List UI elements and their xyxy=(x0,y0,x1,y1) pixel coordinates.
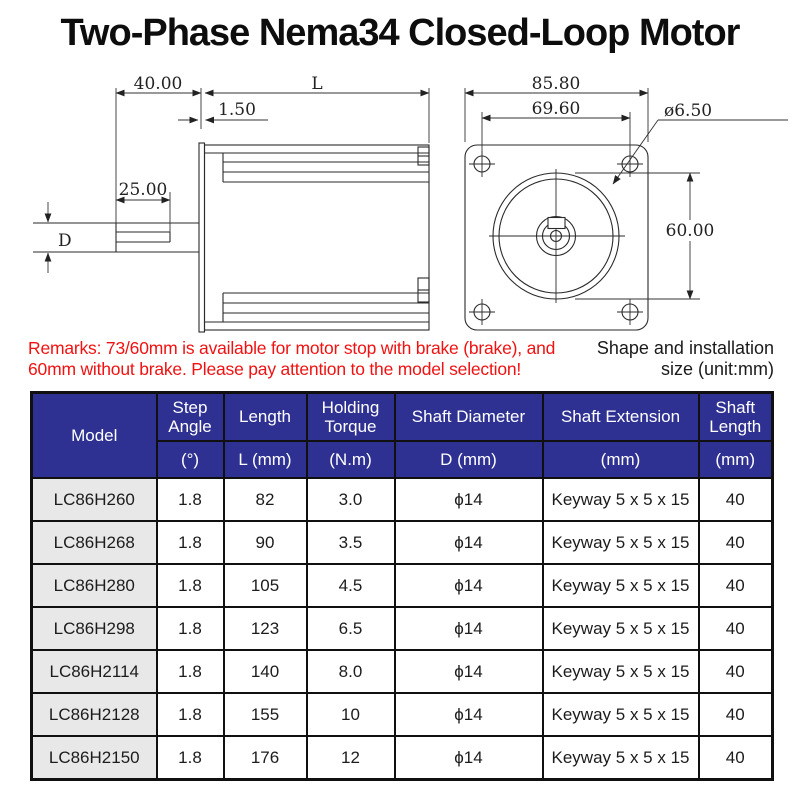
spec-cell: Keyway 5 x 5 x 15 xyxy=(543,693,699,736)
table-row xyxy=(32,478,773,521)
table-row xyxy=(32,521,773,564)
spec-cell: 40 xyxy=(699,693,773,736)
dim-label-keyway-length: 25.00 xyxy=(118,180,168,200)
dim-label-shaft-length: 40.00 xyxy=(133,74,183,94)
page-title: Two-Phase Nema34 Closed-Loop Motor xyxy=(60,12,740,54)
table-row xyxy=(32,564,773,607)
spec-cell: ϕ14 xyxy=(395,736,543,780)
spec-cell: Keyway 5 x 5 x 15 xyxy=(543,521,699,564)
col-header-holding-torque: Holding Torque xyxy=(307,393,395,442)
table-row xyxy=(32,650,773,693)
spec-table-header xyxy=(32,393,773,479)
model-cell: LC86H268 xyxy=(32,521,157,564)
col-header-shaft-diameter: Shaft Diameter xyxy=(395,393,543,442)
spec-cell: 155 xyxy=(224,693,307,736)
spec-cell: 140 xyxy=(224,650,307,693)
model-cell: LC86H2114 xyxy=(32,650,157,693)
caption-line-2: size (unit:mm) xyxy=(660,359,774,379)
col-unit-shaft-diameter: D (mm) xyxy=(395,441,543,478)
col-unit-holding-torque: (N.m) xyxy=(307,441,395,478)
spec-cell: 1.8 xyxy=(157,693,224,736)
drawing-caption xyxy=(574,338,774,380)
dim-label-boss-diameter: 60.00 xyxy=(665,221,715,241)
spec-cell: 1.8 xyxy=(157,736,224,780)
spec-cell: 4.5 xyxy=(307,564,395,607)
col-unit-step-angle: (°) xyxy=(157,441,224,478)
spec-table xyxy=(30,391,774,781)
remarks-line-1: Remarks: 73/60mm is available for motor stop with brake (brake), and xyxy=(28,338,556,358)
col-unit-shaft-length: (mm) xyxy=(699,441,773,478)
dim-label-flange-width: 85.80 xyxy=(531,74,581,94)
col-header-model: Model xyxy=(32,393,157,479)
spec-cell: Keyway 5 x 5 x 15 xyxy=(543,478,699,521)
col-unit-length: L (mm) xyxy=(224,441,307,478)
spec-cell: 90 xyxy=(224,521,307,564)
spec-cell: 12 xyxy=(307,736,395,780)
spec-cell: ϕ14 xyxy=(395,650,543,693)
col-header-step-angle: Step Angle xyxy=(157,393,224,442)
col-header-length: Length xyxy=(224,393,307,442)
motor-side-view xyxy=(33,143,429,332)
dim-label-body-length: L xyxy=(311,74,323,94)
dim-label-hole-diameter: ø6.50 xyxy=(664,101,713,121)
spec-cell: 1.8 xyxy=(157,650,224,693)
spec-cell: 40 xyxy=(699,736,773,780)
spec-cell: 40 xyxy=(699,478,773,521)
spec-cell: ϕ14 xyxy=(395,478,543,521)
spec-table-body xyxy=(32,478,773,780)
spec-cell: Keyway 5 x 5 x 15 xyxy=(543,650,699,693)
table-row xyxy=(32,736,773,780)
spec-cell: Keyway 5 x 5 x 15 xyxy=(543,736,699,780)
spec-cell: Keyway 5 x 5 x 15 xyxy=(543,607,699,650)
spec-cell: 1.8 xyxy=(157,607,224,650)
dim-label-hole-spacing: 69.60 xyxy=(531,99,581,119)
spec-cell: 3.5 xyxy=(307,521,395,564)
col-unit-shaft-extension: (mm) xyxy=(543,441,699,478)
model-cell: LC86H298 xyxy=(32,607,157,650)
col-header-shaft-length: Shaft Length xyxy=(699,393,773,442)
model-cell: LC86H280 xyxy=(32,564,157,607)
technical-drawing xyxy=(0,62,800,338)
spec-cell: 176 xyxy=(224,736,307,780)
model-cell: LC86H2128 xyxy=(32,693,157,736)
spec-cell: 40 xyxy=(699,564,773,607)
spec-cell: ϕ14 xyxy=(395,521,543,564)
table-row xyxy=(32,607,773,650)
remarks-note xyxy=(28,338,593,380)
spec-cell: 3.0 xyxy=(307,478,395,521)
dim-label-flange-thickness: 1.50 xyxy=(218,100,256,120)
spec-cell: 123 xyxy=(224,607,307,650)
spec-cell: 8.0 xyxy=(307,650,395,693)
spec-cell: ϕ14 xyxy=(395,693,543,736)
col-header-shaft-extension: Shaft Extension xyxy=(543,393,699,442)
spec-cell: 6.5 xyxy=(307,607,395,650)
dim-label-shaft-diameter: D xyxy=(58,231,72,251)
spec-cell: 1.8 xyxy=(157,564,224,607)
spec-cell: ϕ14 xyxy=(395,607,543,650)
spec-cell: Keyway 5 x 5 x 15 xyxy=(543,564,699,607)
spec-cell: 40 xyxy=(699,650,773,693)
model-cell: LC86H2150 xyxy=(32,736,157,780)
spec-cell: 105 xyxy=(224,564,307,607)
spec-cell: 10 xyxy=(307,693,395,736)
model-cell: LC86H260 xyxy=(32,478,157,521)
remarks-line-2: 60mm without brake. Please pay attention to the model selection! xyxy=(28,359,522,379)
front-view-dimensions xyxy=(465,88,788,299)
caption-line-1: Shape and installation xyxy=(596,338,774,358)
spec-cell: ϕ14 xyxy=(395,564,543,607)
spec-cell: 40 xyxy=(699,521,773,564)
spec-cell: 40 xyxy=(699,607,773,650)
table-row xyxy=(32,693,773,736)
spec-cell: 1.8 xyxy=(157,521,224,564)
spec-cell: 1.8 xyxy=(157,478,224,521)
spec-cell: 82 xyxy=(224,478,307,521)
